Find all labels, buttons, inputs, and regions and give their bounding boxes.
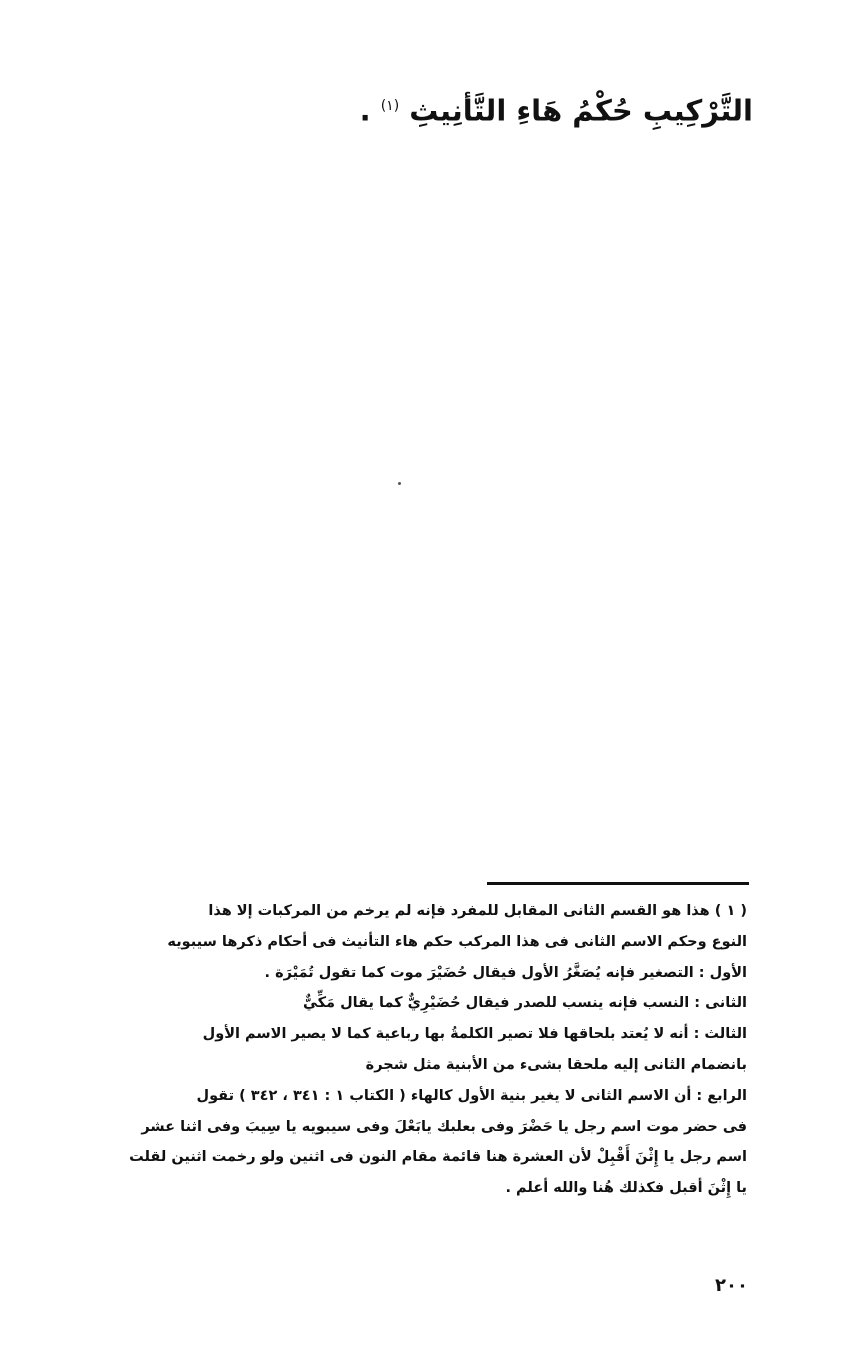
footnote-line: ( ١ ) هذا هو القسم الثانى المقابل للمفرد فإنه لم يرخم من المركبات إلا هذا [208,903,747,919]
footnote-line: الرابع : أن الاسم الثانى لا يغير بنية الأول كالهاء ( الكتاب ١ : ٣٤١ ، ٣٤٢ ) تقول [196,1087,747,1104]
footnote-line: الثالث : أنه لا يُعتد بلحاقها فلا تصير الكلمةُ بها رباعية كما لا يصير الاسم الأول [202,1026,747,1043]
scan-speck [398,482,401,485]
footnote-line: يا إِثْنَ أقبل فكذلك هُنا والله أعلم . [505,1180,747,1197]
footnote-line: اسم رجل يا إِثْنَ أَقْبِلْ لأن العشرة هنا قائمة مقام النون فى اثنين ولو رخمت اثنين لقلت [129,1149,747,1166]
page-number: ٢٠٠ [715,1275,748,1296]
footnote-line: بانضمام الثانى إليه ملحقا بشىء من الأبنية مثل شجرة [365,1056,747,1073]
section-heading [333,76,753,141]
footnote-separator-rule [487,882,749,885]
heading-text: التَّرْكِيبِ حُكْمُ هَاءِ التَّأنِيثِ [409,93,753,128]
footnote-line: فى حضر موت اسم رجل يا حَضْرَ وفى بعلبك يابَعْلَ وفى سيبويه يا سِيبَ وفى اثنا عشر [141,1118,747,1135]
heading-period: . [359,93,371,128]
footnote-reference-marker: (١) [380,98,400,114]
footnote-block [102,896,747,1204]
footnote-line: النوع وحكم الاسم الثانى فى هذا المركب حكم هاء التأنيث فى أحكام ذكرها سيبويه [167,933,747,950]
footnote-line: الثانى : النسب فإنه ينسب للصدر فيقال حُضَيْرِيٌّ كما يقال مَكِّيٌّ [302,995,747,1012]
footnote-line: الأول : التصغير فإنه يُصَغَّرُ الأول فيقال حُضَيْرَ موت كما تقول تُمَيْرَة . [264,964,747,981]
